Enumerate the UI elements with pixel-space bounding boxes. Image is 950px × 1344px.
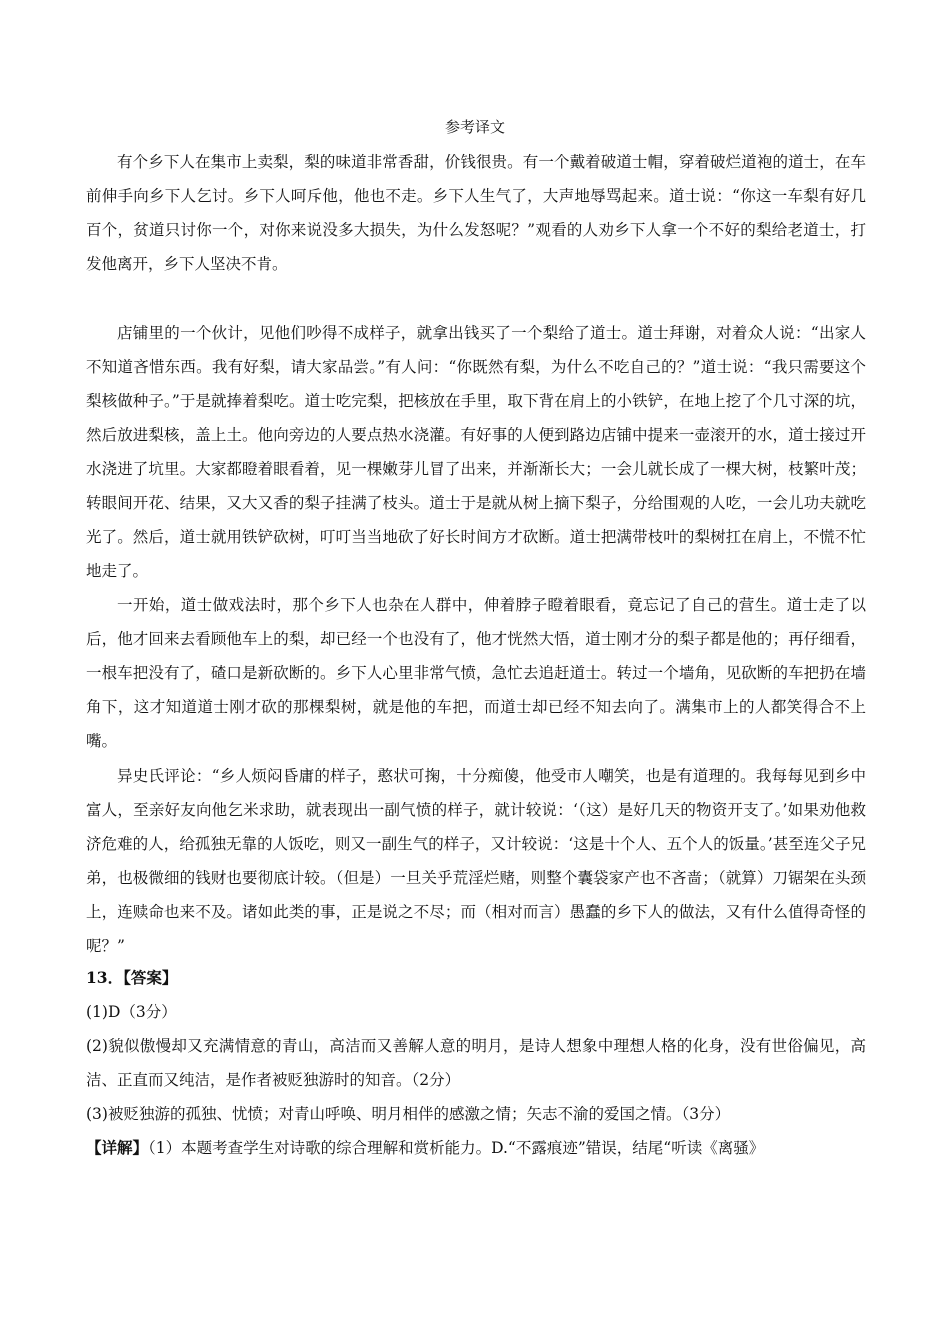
translation-paragraph-2: 店铺里的一个伙计，见他们吵得不成样子，就拿出钱买了一个梨给了道士。道士拜谢，对着众人说：“出家人不知道吝惜东西。我有好梨，请大家品尝。”有人问：“你既然有梨，为什么不吃自己的？”道士说：“我只需要这个梨核做种子。”于是就捧着梨吃。道士吃完梨，把核放在手里，取下背在肩上的小铁铲，在地上挖了个几寸深的坑，然后放进梨核，盖上土。他向旁边的人要点热水浇灌。有好事的人便到路边店铺中提来一壶滚开的水，道士接过开水浇进了坑里。大家都瞪着眼看着，见一棵嫩芽儿冒了出来，并渐渐长大；一会儿就长成了一棵大树，枝繁叶茂；转眼间开花、结果，又大又香的梨子挂满了枝头。道士于是就从树上摘下梨子，分给围观的人吃，一会儿功夫就吃光了。然后，道士就用铁铲砍树，叮叮当当地砍了好长时间方才砍断。道士把满带枝叶的梨树扛在肩上，不慌不忙地走了。 [86, 324, 866, 580]
page-title: 参考译文 [444, 118, 505, 136]
detail-label: 【详解】 [86, 1138, 149, 1157]
detail-line [86, 1131, 876, 1165]
answer-heading: 13．【答案】 [86, 968, 178, 987]
answer-part-3: (3)被贬独游的孤独、忧愤；对青山呼唤、明月相伴的感激之情；矢志不渝的爱国之情。（3分） [86, 1105, 731, 1123]
translation-paragraph-1: 有个乡下人在集市上卖梨，梨的味道非常香甜，价钱很贵。有一个戴着破道士帽，穿着破烂道袍的道士，在车前伸手向乡下人乞讨。乡下人呵斥他，他也不走。乡下人生气了，大声地辱骂起来。道士说：“你这一车梨有好几百个，贫道只讨你一个，对你来说没多大损失，为什么发怒呢？”观看的人劝乡下人拿一个不好的梨给老道士，打发他离开，乡下人坚决不肯。 [86, 153, 866, 273]
detail-text: （1）本题考查学生对诗歌的综合理解和赏析能力。D.“不露痕迹”错误，结尾“听读《离骚》 [148, 1139, 765, 1157]
answer-part-2: (2)貌似傲慢却又充满情意的青山，高洁而又善解人意的明月，是诗人想象中理想人格的化身，没有世俗偏见，高洁、正直而又纯洁，是作者被贬独游时的知音。（2分） [86, 1037, 866, 1089]
answer-part-1: (1)D（3分） [86, 1003, 177, 1021]
translation-paragraph-4: 异史氏评论：“乡人烦闷昏庸的样子，憨状可掬，十分痴傻，他受市人嘲笑，也是有道理的。我每每见到乡中富人，至亲好友向他乞米求助，就表现出一副气愤的样子，就计较说：‘（这）是好几天的物资开支了。’如果劝他救济危难的人，给孤独无靠的人饭吃，则又一副生气的样子，又计较说：‘这是十个人、五个人的饭量。’甚至连父子兄弟，也极微细的钱财也要彻底计较。（但是）一旦关乎荒淫烂赌，则整个囊袋家产也不吝啬；（就算）刀锯架在头颈上，连赎命也来不及。诸如此类的事，正是说之不尽；而（相对而言）愚蠢的乡下人的做法，又有什么值得奇怪的呢？” [86, 767, 866, 955]
translation-paragraph-3: 一开始，道士做戏法时，那个乡下人也杂在人群中，伸着脖子瞪着眼看，竟忘记了自己的营生。道士走了以后，他才回来去看顾他车上的梨，却已经一个也没有了，他才恍然大悟，道士刚才分的梨子都是他的；再仔细看，一根车把没有了，碴口是新砍断的。乡下人心里非常气愤，急忙去追赶道士。转过一个墙角，见砍断的车把扔在墙角下，这才知道道士刚才砍的那棵梨树，就是他的车把，而道士却已经不知去向了。满集市上的人都笑得合不上嘴。 [86, 596, 866, 750]
